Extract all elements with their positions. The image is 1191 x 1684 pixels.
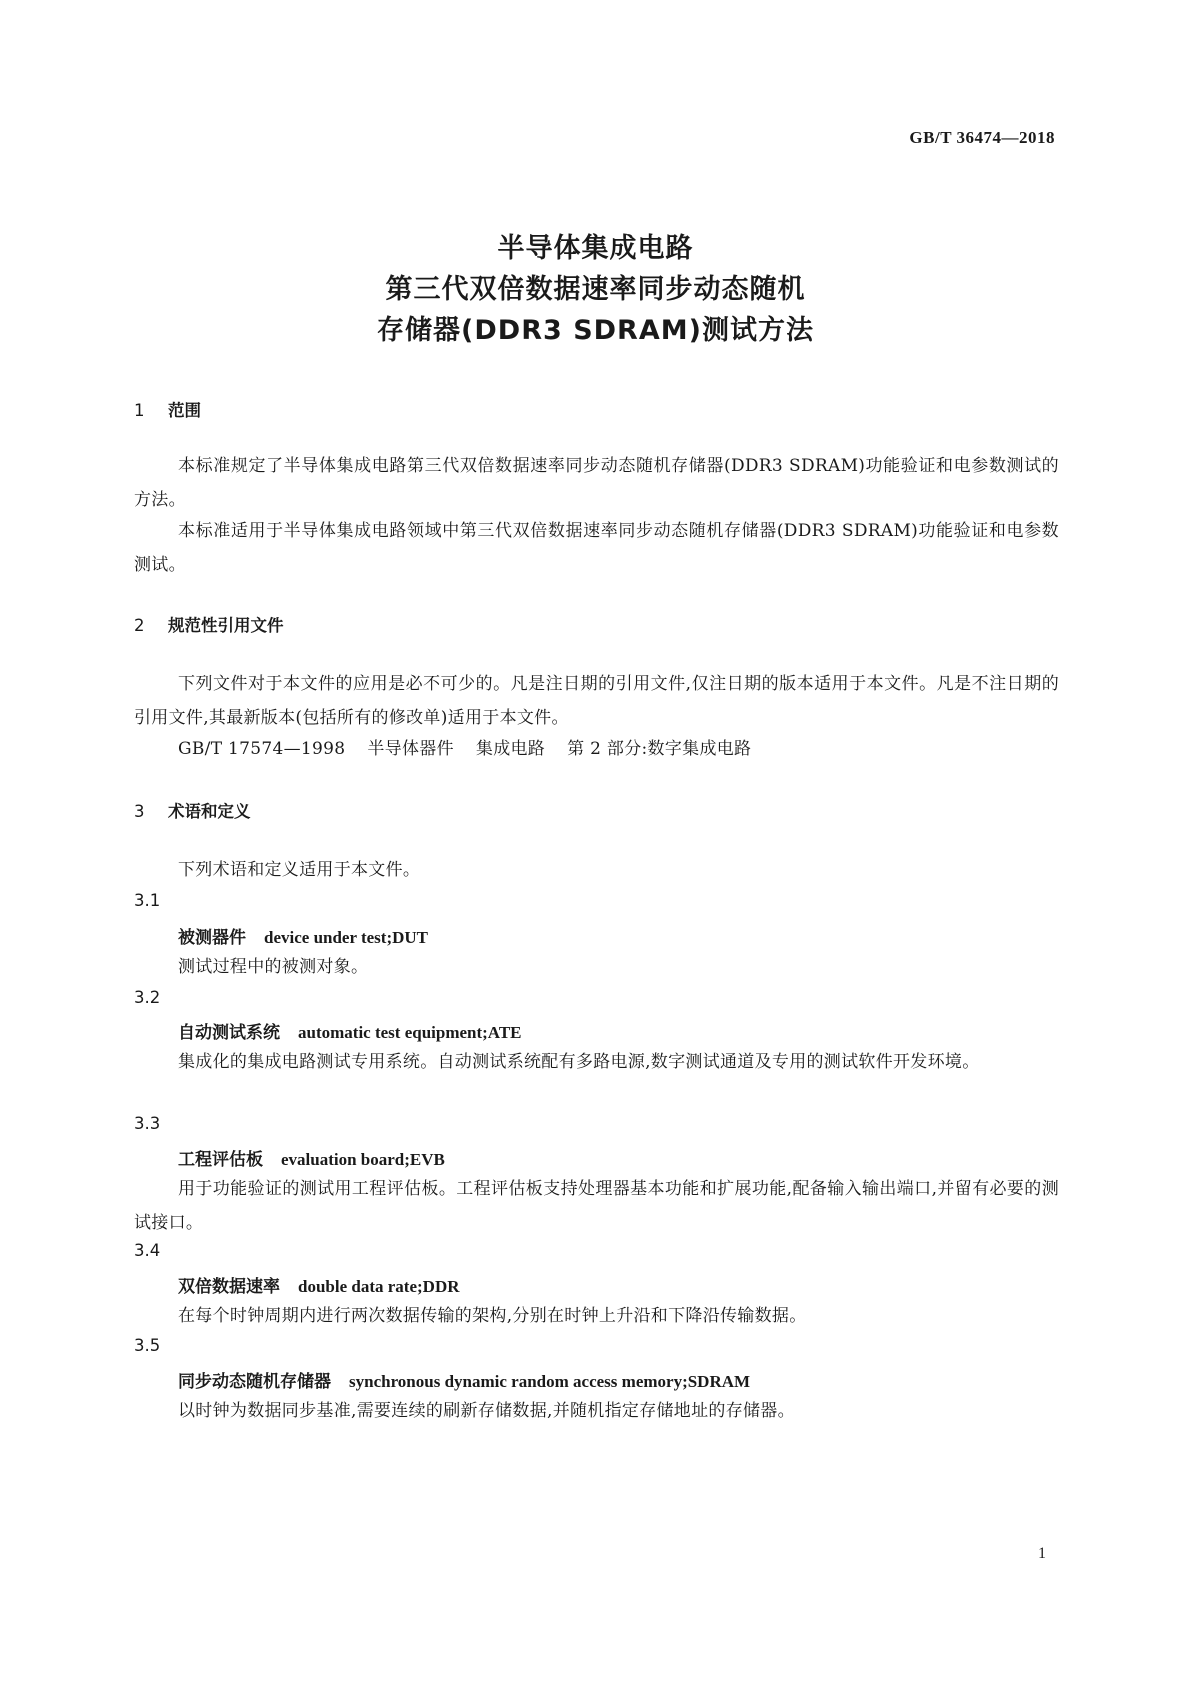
term-en: evaluation board;EVB xyxy=(281,1150,445,1169)
section-number: 3 xyxy=(134,802,145,821)
reference-title-part-1: 半导体器件 xyxy=(367,739,454,759)
term-zh: 同步动态随机存储器 xyxy=(178,1372,331,1392)
term-number: 3.1 xyxy=(134,891,161,910)
reference-title-part-2: 集成电路 xyxy=(475,739,546,759)
term-number: 3.4 xyxy=(134,1241,161,1260)
term-zh: 被测器件 xyxy=(178,928,246,948)
section-title: 规范性引用文件 xyxy=(168,616,284,635)
term-definition: 在每个时钟周期内进行两次数据传输的架构,分别在时钟上升沿和下降沿传输数据。 xyxy=(178,1306,807,1326)
term-number: 3.3 xyxy=(134,1114,161,1133)
term-entry xyxy=(178,1272,460,1297)
term-zh: 工程评估板 xyxy=(178,1150,263,1170)
title-line-2: 第三代双倍数据速率同步动态随机 xyxy=(385,274,806,305)
reference-title-part-3: 第 2 部分:数字集成电路 xyxy=(567,739,752,759)
normative-reference xyxy=(178,734,751,759)
term-entry xyxy=(178,1145,445,1170)
term-definition: 以时钟为数据同步基准,需要连续的刷新存储数据,并随机指定存储地址的存储器。 xyxy=(178,1401,795,1421)
term-en: synchronous dynamic random access memory;SDRAM xyxy=(349,1372,751,1391)
term-entry xyxy=(178,1367,750,1392)
section-1-paragraph-2: 本标准适用于半导体集成电路领域中第三代双倍数据速率同步动态随机存储器(DDR3 SDRAM)功能验证和电参数测试。 xyxy=(134,521,1059,575)
section-1-heading xyxy=(134,397,201,421)
term-zh: 双倍数据速率 xyxy=(178,1277,280,1297)
term-en: double data rate;DDR xyxy=(298,1277,460,1296)
section-2-paragraph-1: 下列文件对于本文件的应用是必不可少的。凡是注日期的引用文件,仅注日期的版本适用于本文件。凡是不注日期的引用文件,其最新版本(包括所有的修改单)适用于本文件。 xyxy=(134,674,1059,728)
term-en: automatic test equipment;ATE xyxy=(298,1023,522,1042)
term-definition: 用于功能验证的测试用工程评估板。工程评估板支持处理器基本功能和扩展功能,配备输入输出端口,并留有必要的测试接口。 xyxy=(134,1179,1059,1233)
title-line-1: 半导体集成电路 xyxy=(497,233,694,264)
title-line-3: 存储器(DDR3 SDRAM)测试方法 xyxy=(377,315,814,346)
term-en: device under test;DUT xyxy=(264,928,428,947)
term-zh: 自动测试系统 xyxy=(178,1023,280,1043)
section-number: 2 xyxy=(134,616,145,635)
section-2-heading xyxy=(134,612,284,636)
section-1-paragraph-1: 本标准规定了半导体集成电路第三代双倍数据速率同步动态随机存储器(DDR3 SDRAM)功能验证和电参数测试的方法。 xyxy=(134,456,1059,510)
term-number: 3.2 xyxy=(134,988,161,1007)
term-number: 3.5 xyxy=(134,1336,161,1355)
section-3-intro: 下列术语和定义适用于本文件。 xyxy=(178,860,421,880)
document-title xyxy=(0,228,1191,351)
term-definition: 测试过程中的被测对象。 xyxy=(178,957,369,977)
term-entry xyxy=(178,1018,522,1043)
reference-code: GB/T 17574—1998 xyxy=(178,739,346,759)
section-number: 1 xyxy=(134,401,145,420)
section-3-heading xyxy=(134,798,251,822)
section-title: 范围 xyxy=(168,401,201,420)
term-entry xyxy=(178,923,428,948)
section-title: 术语和定义 xyxy=(168,802,251,821)
standard-code: GB/T 36474—2018 xyxy=(909,128,1055,147)
page-number: 1 xyxy=(1038,1545,1046,1562)
term-definition: 集成化的集成电路测试专用系统。自动测试系统配有多路电源,数字测试通道及专用的测试软件开发环境。 xyxy=(178,1052,980,1072)
